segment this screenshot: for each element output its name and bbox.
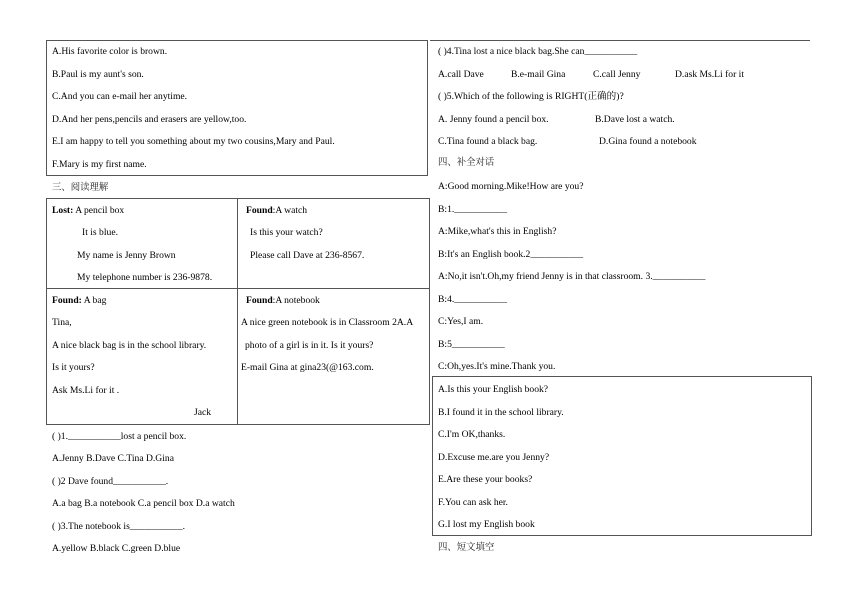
sentence-option: D.And her pens,pencils and erasers are yellow,too. bbox=[52, 114, 247, 125]
notice-label: Found bbox=[246, 295, 273, 306]
question-stem: ( )2 Dave found___________. bbox=[52, 476, 169, 487]
dialogue-option: G.I lost my English book bbox=[438, 519, 535, 530]
dialogue-option: B.I found it in the school library. bbox=[438, 407, 564, 418]
notice-lost-pencil-heading bbox=[52, 206, 124, 216]
notice-line: It is blue. bbox=[82, 227, 118, 238]
dialogue-option: C.I'm OK,thanks. bbox=[438, 429, 506, 440]
section-title-cloze: 四、短文填空 bbox=[438, 542, 495, 553]
notice-item: A pencil box bbox=[73, 205, 125, 216]
dialogue-option: F.You can ask her. bbox=[438, 497, 508, 508]
notice-item: :A watch bbox=[272, 205, 308, 216]
dialogue-line: A:Good morning.Mike!How are you? bbox=[438, 181, 584, 192]
notice-found-notebook-heading bbox=[246, 296, 320, 306]
notice-found-watch-heading bbox=[246, 206, 307, 216]
question-stem: ( )1.___________lost a pencil box. bbox=[52, 431, 187, 442]
notice-divider-horizontal bbox=[46, 288, 430, 289]
dialogue-line: B:4.___________ bbox=[438, 294, 508, 305]
question-stem: ( )4.Tina lost a nice black bag.She can___________ bbox=[438, 46, 638, 57]
dialogue-line: A:No,it isn't.Oh,my friend Jenny is in that classroom. 3.___________ bbox=[438, 271, 706, 282]
question-option: C.call Jenny bbox=[593, 69, 641, 80]
notice-divider-vertical bbox=[237, 198, 238, 425]
sentence-option: C.And you can e-mail her anytime. bbox=[52, 91, 188, 102]
dialogue-line: B:5___________ bbox=[438, 339, 505, 350]
notice-line: Tina, bbox=[52, 317, 72, 328]
question-option: C.Tina found a black bag. bbox=[438, 136, 538, 147]
notice-line: Ask Ms.Li for it . bbox=[52, 385, 120, 396]
question-option: A. Jenny found a pencil box. bbox=[438, 114, 549, 125]
dialogue-option: D.Excuse me.are you Jenny? bbox=[438, 452, 550, 463]
question-option: D.ask Ms.Li for it bbox=[675, 69, 745, 80]
notice-line: photo of a girl is in it. Is it yours? bbox=[245, 340, 374, 351]
notice-found-bag-heading bbox=[52, 296, 106, 306]
dialogue-line: B:It's an English book.2___________ bbox=[438, 249, 584, 260]
dialogue-line: C:Yes,I am. bbox=[438, 316, 484, 327]
notice-line: Is this your watch? bbox=[250, 227, 323, 238]
section-title-dialogue: 四、补全对话 bbox=[438, 157, 495, 168]
notice-label: Found: bbox=[52, 295, 82, 306]
dialogue-option: E.Are these your books? bbox=[438, 474, 533, 485]
top-rule bbox=[430, 40, 810, 41]
section-title-reading: 三、阅读理解 bbox=[52, 182, 109, 193]
question-option: A.call Dave bbox=[438, 69, 484, 80]
notice-line: My name is Jenny Brown bbox=[77, 250, 176, 261]
question-stem: ( )5.Which of the following is RIGHT(正确的)? bbox=[438, 91, 624, 102]
sentence-options-box bbox=[46, 40, 428, 176]
notice-line: A nice green notebook is in Classroom 2A.A bbox=[241, 317, 414, 328]
notice-item: :A notebook bbox=[272, 295, 320, 306]
notice-line: Please call Dave at 236-8567. bbox=[250, 250, 365, 261]
question-stem: ( )3.The notebook is___________. bbox=[52, 521, 185, 532]
sentence-option: B.Paul is my aunt's son. bbox=[52, 69, 144, 80]
notice-line: E-mail Gina at gina23(@163.com. bbox=[241, 362, 374, 373]
notice-label: Found bbox=[246, 205, 273, 216]
dialogue-line: C:Oh,yes.It's mine.Thank you. bbox=[438, 361, 556, 372]
question-option: D.Gina found a notebook bbox=[599, 136, 697, 147]
dialogue-line: A:Mike,what's this in English? bbox=[438, 226, 557, 237]
notice-line: My telephone number is 236-9878. bbox=[77, 272, 213, 283]
question-options: A.yellow B.black C.green D.blue bbox=[52, 543, 181, 554]
notice-line: A nice black bag is in the school library. bbox=[52, 340, 207, 351]
sentence-option: F.Mary is my first name. bbox=[52, 159, 147, 170]
sentence-option: A.His favorite color is brown. bbox=[52, 46, 168, 57]
dialogue-line: B:1.___________ bbox=[438, 204, 508, 215]
question-options: A.Jenny B.Dave C.Tina D.Gina bbox=[52, 453, 174, 464]
sentence-option: E.I am happy to tell you something about my two cousins,Mary and Paul. bbox=[52, 136, 335, 147]
question-options: A.a bag B.a notebook C.a pencil box D.a watch bbox=[52, 498, 235, 509]
notice-signature: Jack bbox=[194, 407, 212, 418]
notice-line: Is it yours? bbox=[52, 362, 95, 373]
notice-label: Lost: bbox=[52, 205, 74, 216]
dialogue-option: A.Is this your English book? bbox=[438, 384, 549, 395]
question-option: B.Dave lost a watch. bbox=[595, 114, 675, 125]
question-option: B.e-mail Gina bbox=[511, 69, 566, 80]
notice-item: A bag bbox=[81, 295, 107, 306]
